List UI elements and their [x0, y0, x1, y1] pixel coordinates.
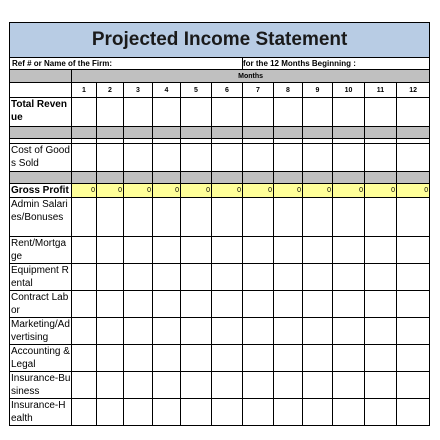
gross-profit-value[interactable]: 0 [124, 184, 153, 198]
cell[interactable] [274, 399, 303, 426]
cell[interactable] [72, 264, 97, 291]
firm-name-label: Ref # or Name of the Firm: [10, 58, 243, 70]
cell[interactable] [97, 318, 124, 345]
cell[interactable] [181, 98, 212, 127]
cell[interactable] [97, 237, 124, 264]
table-row [10, 372, 430, 399]
gross-profit-value[interactable]: 0 [153, 184, 181, 198]
cell[interactable] [274, 345, 303, 372]
cell[interactable] [365, 144, 397, 172]
income-statement-table [9, 22, 430, 426]
cell[interactable] [212, 291, 243, 318]
cell[interactable] [365, 399, 397, 426]
cell[interactable] [274, 318, 303, 345]
cell[interactable] [124, 399, 153, 426]
month-number-corner [10, 83, 72, 98]
row-label-accounting-legal: Accounting & Legal [11, 346, 70, 370]
cell[interactable] [212, 345, 243, 372]
cell[interactable] [97, 198, 124, 237]
cell[interactable] [365, 198, 397, 237]
cell[interactable] [124, 318, 153, 345]
cell[interactable] [124, 264, 153, 291]
cell[interactable] [333, 399, 365, 426]
cell[interactable] [303, 291, 333, 318]
cell[interactable] [397, 144, 430, 172]
cell[interactable] [365, 264, 397, 291]
cell[interactable] [333, 291, 365, 318]
cell[interactable] [397, 372, 430, 399]
month-number: 3 [124, 83, 153, 98]
cell[interactable] [72, 318, 97, 345]
cell[interactable] [72, 98, 97, 127]
cell[interactable] [181, 291, 212, 318]
months-header: Months [72, 70, 430, 83]
cell[interactable] [303, 144, 333, 172]
cell[interactable] [274, 264, 303, 291]
cell[interactable] [153, 98, 181, 127]
cell[interactable] [365, 98, 397, 127]
gross-profit-value[interactable]: 0 [274, 184, 303, 198]
cell[interactable] [303, 345, 333, 372]
cell[interactable] [303, 399, 333, 426]
cell[interactable] [72, 144, 97, 172]
table-row [10, 264, 430, 291]
cell[interactable] [124, 98, 153, 127]
month-number: 1 [72, 83, 97, 98]
cell[interactable] [212, 318, 243, 345]
cell[interactable] [333, 318, 365, 345]
table-row [10, 144, 430, 172]
table-row [10, 184, 430, 198]
cell[interactable] [397, 98, 430, 127]
cell[interactable] [153, 291, 181, 318]
cell[interactable] [72, 399, 97, 426]
cell[interactable] [153, 144, 181, 172]
table-row [10, 291, 430, 318]
cell[interactable] [303, 198, 333, 237]
cell[interactable] [212, 399, 243, 426]
cell[interactable] [212, 198, 243, 237]
cell[interactable] [243, 345, 274, 372]
cell[interactable] [397, 399, 430, 426]
separator-row [10, 172, 430, 184]
cell[interactable] [274, 372, 303, 399]
cell[interactable] [397, 345, 430, 372]
cell[interactable] [153, 399, 181, 426]
month-number: 6 [212, 83, 243, 98]
cell[interactable] [365, 318, 397, 345]
cell[interactable] [243, 372, 274, 399]
cell[interactable] [243, 198, 274, 237]
page-title: Projected Income Statement [10, 23, 430, 58]
cell[interactable] [397, 291, 430, 318]
cell[interactable] [243, 399, 274, 426]
months-corner-cell [10, 70, 72, 83]
row-label-insurance-health: Insurance-Health [10, 399, 72, 426]
month-number: 5 [181, 83, 212, 98]
cell[interactable] [97, 264, 124, 291]
cell[interactable] [333, 98, 365, 127]
row-label-insurance-business: Insurance-Business [11, 373, 71, 397]
table-row [10, 399, 430, 426]
cell[interactable] [212, 264, 243, 291]
gross-profit-value[interactable]: 0 [303, 184, 333, 198]
cell[interactable] [397, 198, 430, 237]
month-number: 10 [333, 83, 365, 98]
cell[interactable] [124, 144, 153, 172]
cell[interactable] [181, 318, 212, 345]
month-number: 11 [365, 83, 397, 98]
cell[interactable] [274, 291, 303, 318]
cell[interactable] [153, 237, 181, 264]
cell[interactable] [97, 399, 124, 426]
gross-profit-value[interactable]: 0 [212, 184, 243, 198]
cell[interactable] [333, 237, 365, 264]
gross-profit-value[interactable]: 0 [181, 184, 212, 198]
gross-profit-value[interactable]: 0 [333, 184, 365, 198]
cell[interactable] [153, 372, 181, 399]
cell[interactable] [333, 345, 365, 372]
separator-row [10, 127, 430, 139]
row-label-total-revenue: Total Revenue [10, 98, 72, 127]
cell[interactable] [397, 264, 430, 291]
cell[interactable] [365, 291, 397, 318]
month-number: 7 [243, 83, 274, 98]
cell[interactable] [274, 144, 303, 172]
cell[interactable] [274, 198, 303, 237]
cell[interactable] [243, 318, 274, 345]
cell[interactable] [181, 198, 212, 237]
cell[interactable] [72, 198, 97, 237]
cell[interactable] [243, 291, 274, 318]
gross-profit-value[interactable]: 0 [365, 184, 397, 198]
month-number: 8 [274, 83, 303, 98]
cell[interactable] [181, 144, 212, 172]
row-label-gross-profit: Gross Profit [10, 184, 72, 198]
cell[interactable] [97, 144, 124, 172]
cell[interactable] [72, 372, 97, 399]
cell[interactable] [97, 345, 124, 372]
cell[interactable] [274, 237, 303, 264]
cell[interactable] [181, 345, 212, 372]
month-number: 2 [97, 83, 124, 98]
gross-profit-value[interactable]: 0 [72, 184, 97, 198]
cell[interactable] [365, 237, 397, 264]
cell[interactable] [397, 237, 430, 264]
cell[interactable] [153, 198, 181, 237]
cell[interactable] [397, 318, 430, 345]
cell[interactable] [243, 144, 274, 172]
cell[interactable] [97, 291, 124, 318]
cell[interactable] [333, 144, 365, 172]
cell[interactable] [72, 291, 97, 318]
cell[interactable] [365, 372, 397, 399]
cell[interactable] [72, 345, 97, 372]
cell[interactable] [243, 98, 274, 127]
gross-profit-value[interactable]: 0 [97, 184, 124, 198]
cell[interactable] [274, 98, 303, 127]
row-label-contract-labor: Contract Labor [10, 291, 72, 318]
gross-profit-value[interactable]: 0 [397, 184, 430, 198]
table-row [10, 198, 430, 237]
row-label-marketing-advertising: Marketing/Advertising [11, 319, 70, 343]
cell[interactable] [97, 372, 124, 399]
row-label-rent-mortgage: Rent/Mortgage [10, 237, 72, 264]
cell[interactable] [212, 98, 243, 127]
cell[interactable] [303, 237, 333, 264]
income-statement-sheet [9, 22, 429, 424]
cell[interactable] [124, 372, 153, 399]
table-row [10, 237, 430, 264]
cell[interactable] [365, 345, 397, 372]
cell[interactable] [153, 264, 181, 291]
gross-profit-value[interactable]: 0 [243, 184, 274, 198]
cell[interactable] [153, 318, 181, 345]
cell[interactable] [181, 372, 212, 399]
cell[interactable] [181, 399, 212, 426]
cell[interactable] [212, 237, 243, 264]
cell[interactable] [303, 318, 333, 345]
cell[interactable] [97, 98, 124, 127]
row-label-admin-salaries: Admin Salaries/Bonuses [10, 198, 72, 237]
row-label-equipment-rental: Equipment Rental [10, 264, 72, 291]
cell[interactable] [153, 345, 181, 372]
table-row [10, 318, 430, 345]
cell[interactable] [303, 372, 333, 399]
cell[interactable] [303, 98, 333, 127]
row-label-cost-of-goods-sold: Cost of Goods Sold [10, 144, 72, 172]
cell[interactable] [124, 345, 153, 372]
cell[interactable] [333, 198, 365, 237]
month-number: 9 [303, 83, 333, 98]
period-label: for the 12 Months Beginning : [243, 58, 430, 70]
cell[interactable] [72, 237, 97, 264]
month-number: 4 [153, 83, 181, 98]
cell[interactable] [212, 372, 243, 399]
cell[interactable] [124, 198, 153, 237]
cell[interactable] [212, 144, 243, 172]
cell[interactable] [303, 264, 333, 291]
cell[interactable] [181, 237, 212, 264]
cell[interactable] [181, 264, 212, 291]
table-row [10, 345, 430, 372]
cell[interactable] [124, 291, 153, 318]
table-row [10, 98, 430, 127]
cell[interactable] [333, 264, 365, 291]
cell[interactable] [243, 264, 274, 291]
cell[interactable] [124, 237, 153, 264]
cell[interactable] [243, 237, 274, 264]
month-number: 12 [397, 83, 430, 98]
cell[interactable] [333, 372, 365, 399]
